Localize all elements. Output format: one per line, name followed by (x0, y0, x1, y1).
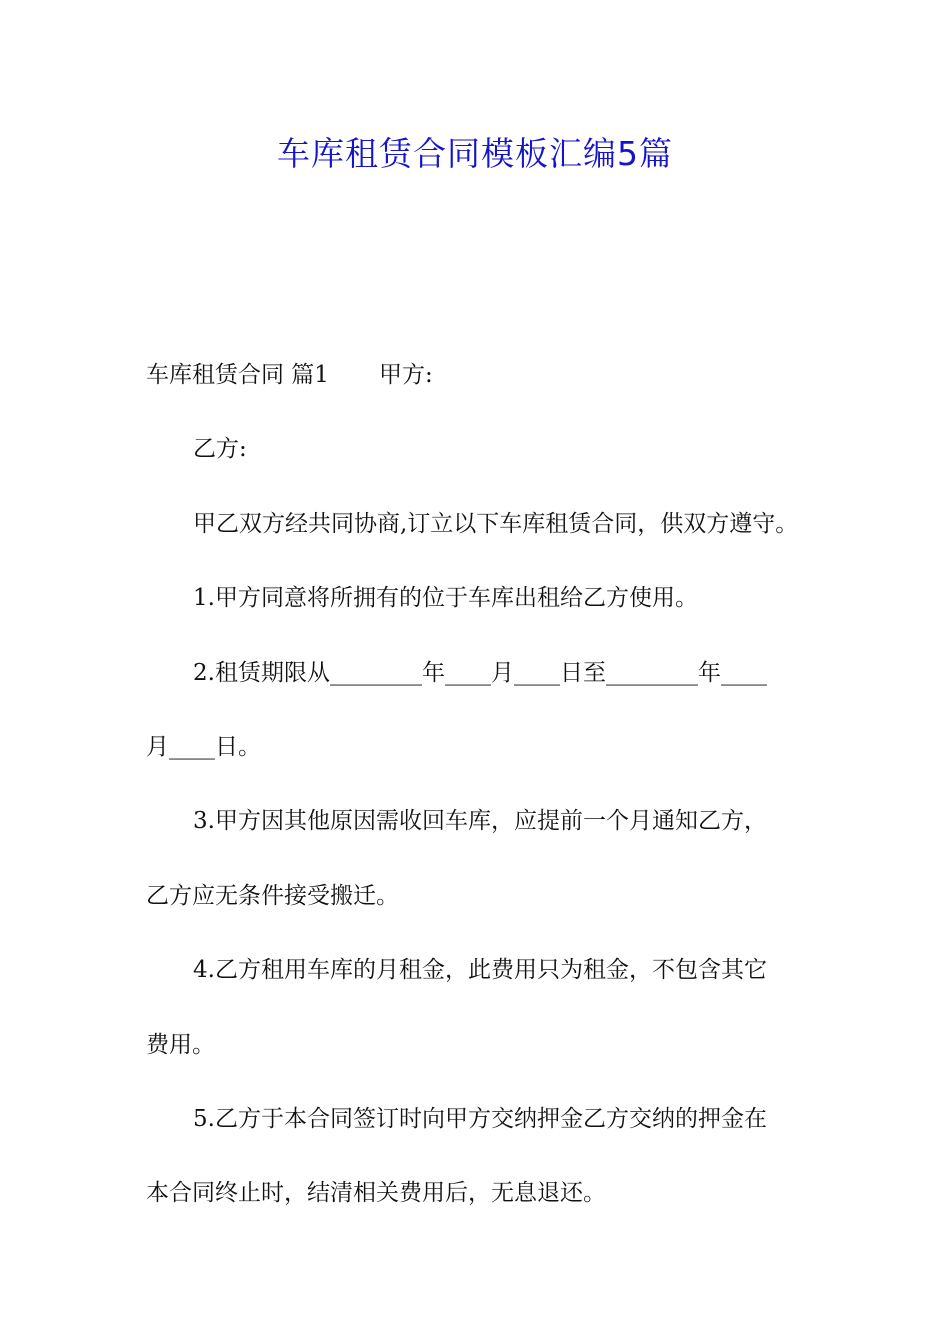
contract-heading: 车库租赁合同 篇1 (146, 362, 329, 388)
document-title: 车库租赁合同模板汇编5篇 (277, 134, 673, 173)
clause-4-line-1: 4.乙方租用车库的月租金，此费用只为租金，不包含其它 (193, 957, 767, 984)
clause-2-line-1: 2.租赁期限从________年____月____日至________年____ (193, 659, 767, 686)
party-a-label: 甲方: (378, 362, 433, 388)
contract-body (146, 338, 816, 1231)
party-b-label: 乙方: (193, 436, 247, 463)
clause-3-line-2: 乙方应无条件接受搬迁。 (146, 882, 399, 909)
contract-heading-line (146, 338, 816, 412)
paragraph-intro: 甲乙双方经共同协商,订立以下车库租赁合同，供双方遵守。 (193, 510, 799, 537)
clause-5-line-1: 5.乙方于本合同签订时向甲方交纳押金乙方交纳的押金在 (193, 1105, 767, 1132)
clause-2-line-2: 月____日。 (146, 733, 261, 760)
clause-1: 1.甲方同意将所拥有的位于车库出租给乙方使用。 (193, 585, 698, 612)
clause-4-line-2: 费用。 (146, 1031, 215, 1058)
clause-3-line-1: 3.甲方因其他原因需收回车库，应提前一个月通知乙方， (193, 808, 767, 835)
clause-5-line-2: 本合同终止时，结清相关费用后，无息退还。 (146, 1180, 606, 1207)
